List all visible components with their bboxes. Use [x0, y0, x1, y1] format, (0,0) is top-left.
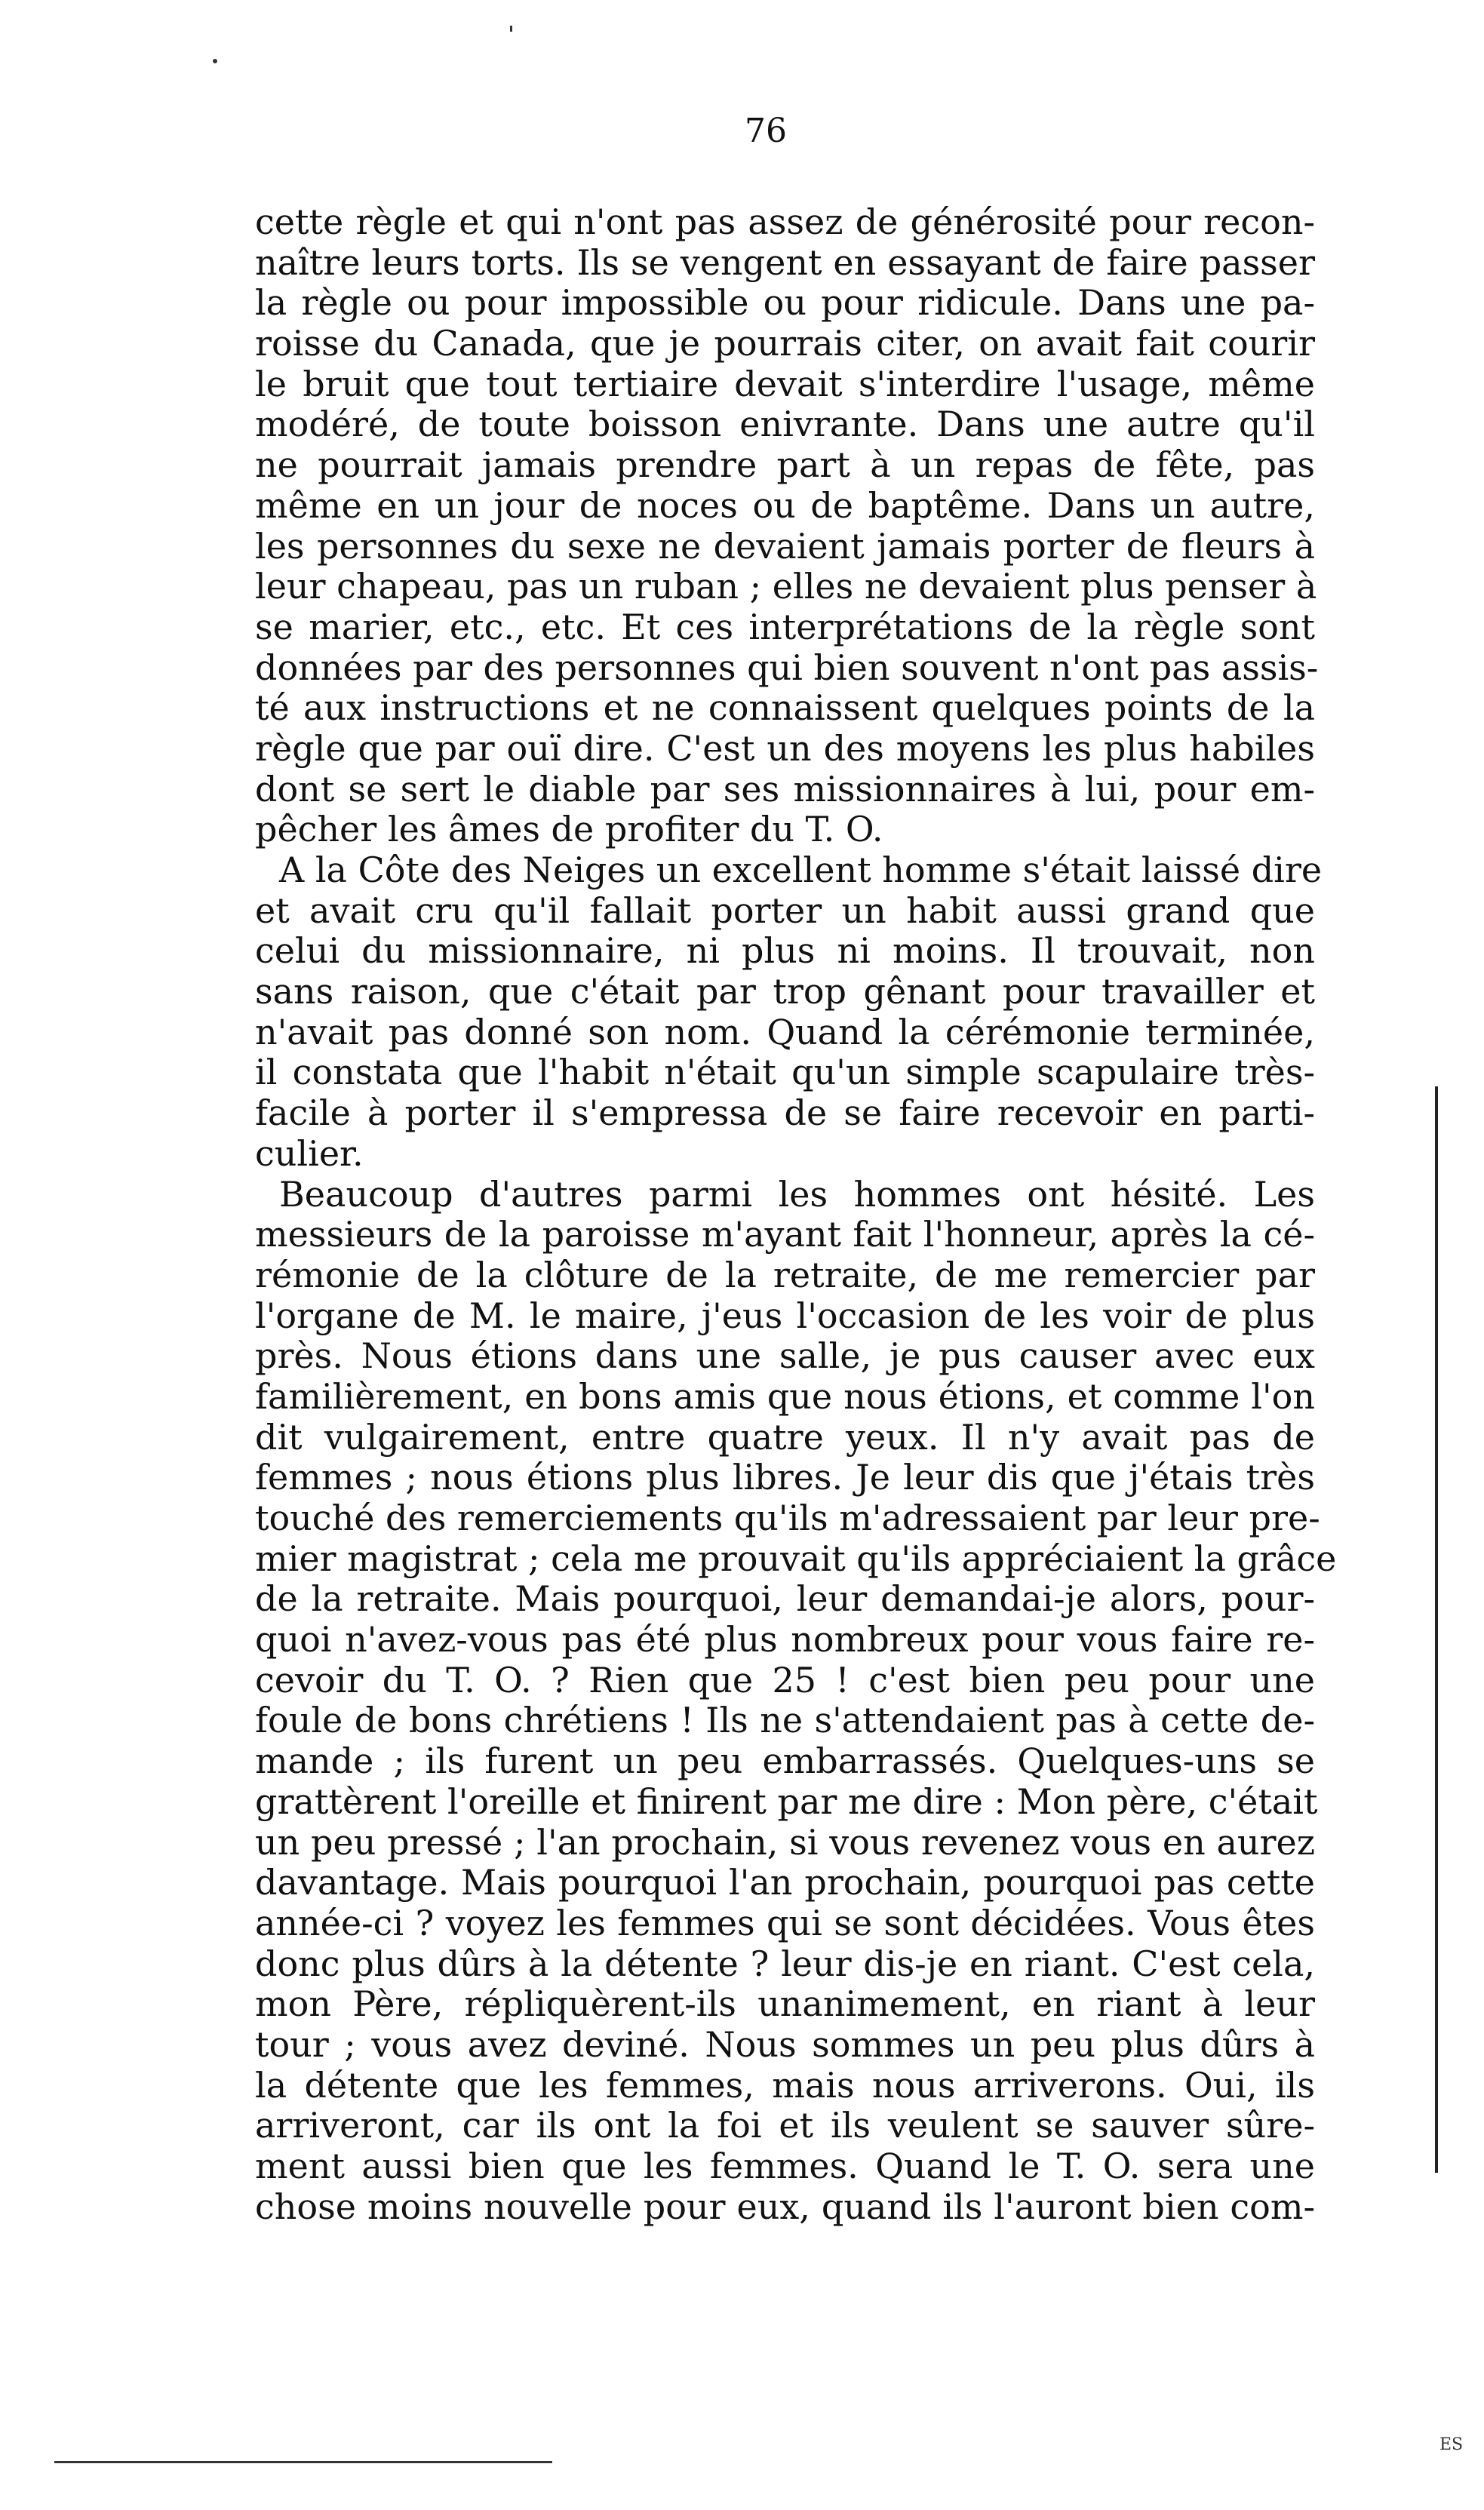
ink-speck	[510, 26, 512, 32]
text-line: naître leurs torts. Ils se vengent en essayant de faire passer	[255, 241, 1315, 283]
text-line: pêcher les âmes de profiter du T. O.	[255, 809, 883, 850]
text-line: roisse du Canada, que je pourrais citer, on avait fait courir	[255, 323, 1315, 364]
text-line: touché des remerciements qu'ils m'adressaient par leur pre-	[255, 1498, 1320, 1538]
text-line: mier magistrat ; cela me prouvait qu'ils appréciaient la grâce	[255, 1538, 1337, 1579]
text-line: la détente que les femmes, mais nous arriverons. Oui, ils	[255, 2064, 1315, 2106]
text-line: sans raison, que c'était par trop gênant pour travailler et	[255, 971, 1315, 1012]
text-line: familièrement, en bons amis que nous étions, et comme l'on	[255, 1375, 1315, 1417]
text-line: un peu pressé ; l'an prochain, si vous revenez vous en aurez	[255, 1821, 1315, 1863]
text-line: ment aussi bien que les femmes. Quand le T. O. sera une	[255, 2146, 1315, 2186]
text-line: celui du missionnaire, ni plus ni moins. Il trouvait, non	[255, 930, 1315, 972]
text-line: tour ; vous avez deviné. Nous sommes un peu plus dûrs à	[255, 2023, 1315, 2065]
bottom-rule	[54, 2461, 552, 2463]
text-line: modéré, de toute boisson enivrante. Dans une autre qu'il	[255, 404, 1315, 445]
text-line: cette règle et qui n'ont pas assez de générosité pour recon-	[255, 201, 1315, 242]
text-line: la règle ou pour impossible ou pour ridicule. Dans une pa-	[255, 282, 1315, 324]
text-line: règle que par ouï dire. C'est un des moyens les plus habiles	[255, 727, 1315, 769]
text-line: messieurs de la paroisse m'ayant fait l'honneur, après la cé-	[255, 1214, 1315, 1255]
text-line: quoi n'avez-vous pas été plus nombreux pour vous faire re-	[255, 1619, 1315, 1661]
text-line: l'organe de M. le maire, j'eus l'occasion de les voir de plus	[255, 1295, 1315, 1336]
text-line: n'avait pas donné son nom. Quand la cérémonie terminée,	[255, 1011, 1315, 1052]
text-line: le bruit que tout tertiaire devait s'interdire l'usage, même	[255, 363, 1315, 404]
text-line: cevoir du T. O. ? Rien que 25 ! c'est bien peu pour une	[255, 1659, 1315, 1700]
text-line: mon Père, répliquèrent-ils unanimement, en riant à leur	[255, 1983, 1315, 2025]
ink-speck	[213, 59, 217, 63]
text-line: Beaucoup d'autres parmi les hommes ont hésité. Les	[279, 1173, 1315, 1215]
text-line: rémonie de la clôture de la retraite, de me remercier par	[255, 1254, 1315, 1295]
margin-mark: ES	[1439, 2435, 1464, 2454]
text-line: de la retraite. Mais pourquoi, leur demandai-je alors, pour-	[255, 1578, 1315, 1620]
text-line: A la Côte des Neiges un excellent homme s'était laissé dire	[279, 849, 1323, 890]
text-line: les personnes du sexe ne devaient jamais porter de fleurs à	[255, 525, 1315, 567]
text-line: dont se sert le diable par ses missionnaires à lui, pour em-	[255, 768, 1315, 810]
page-number: 76	[745, 112, 787, 150]
body-text	[255, 201, 1337, 2227]
text-line: donc plus dûrs à la détente ? leur dis-je en riant. C'est cela,	[255, 1943, 1315, 1984]
text-line: facile à porter il s'empressa de se faire recevoir en parti-	[255, 1092, 1315, 1134]
text-line: dit vulgairement, entre quatre yeux. Il n'y avait pas de	[255, 1416, 1315, 1458]
text-line: se marier, etc., etc. Et ces interprétations de la règle sont	[255, 606, 1315, 647]
binding-edge-line	[1435, 1086, 1438, 2173]
text-line: grattèrent l'oreille et finirent par me dire : Mon père, c'était	[255, 1780, 1318, 1822]
text-line: même en un jour de noces ou de baptême. Dans un autre,	[255, 484, 1315, 526]
text-line: il constata que l'habit n'était qu'un simple scapulaire très-	[255, 1052, 1315, 1093]
text-line: près. Nous étions dans une salle, je pus causer avec eux	[255, 1335, 1315, 1377]
text-line: chose moins nouvelle pour eux, quand ils l'auront bien com-	[255, 2186, 1315, 2227]
text-line: arriveront, car ils ont la foi et ils veulent se sauver sûre-	[255, 2105, 1315, 2146]
text-line: ne pourrait jamais prendre part à un repas de fête, pas	[255, 444, 1315, 486]
text-line: culier.	[255, 1132, 364, 1174]
text-line: et avait cru qu'il fallait porter un habit aussi grand que	[255, 889, 1315, 931]
text-line: mande ; ils furent un peu embarrassés. Quelques-uns se	[255, 1740, 1315, 1782]
text-line: foule de bons chrétiens ! Ils ne s'attendaient pas à cette de-	[255, 1700, 1315, 1741]
text-line: té aux instructions et ne connaissent quelques points de la	[255, 687, 1315, 729]
text-line: davantage. Mais pourquoi l'an prochain, pourquoi pas cette	[255, 1862, 1315, 1903]
text-line: année-ci ? voyez les femmes qui se sont décidées. Vous êtes	[255, 1902, 1315, 1943]
text-line: femmes ; nous étions plus libres. Je leur dis que j'étais très	[255, 1457, 1315, 1498]
text-line: données par des personnes qui bien souvent n'ont pas assis-	[255, 647, 1319, 688]
text-line: leur chapeau, pas un ruban ; elles ne devaient plus penser à	[255, 566, 1317, 607]
